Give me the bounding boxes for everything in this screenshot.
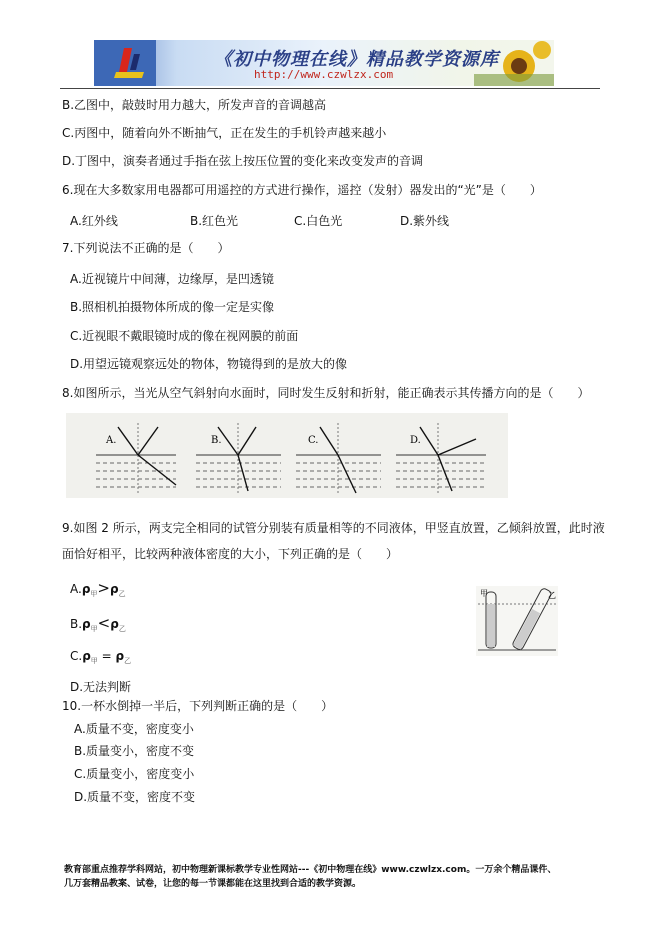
q8-panel-b: [196, 423, 281, 493]
q10-stem: 10.一杯水倒掉一半后，下列判断正确的是（ ）: [62, 699, 334, 713]
logo-yellow-stroke: [114, 72, 144, 78]
footer-line-2: 几万套精品教案、试卷，让您的每一节课都能在这里找到合适的教学资源。: [64, 879, 362, 889]
q8-panel-c: [296, 423, 381, 493]
sunflower-small: [533, 41, 551, 59]
q10-option-c: C.质量变小，密度变小: [74, 767, 195, 781]
sunflower-center: [511, 58, 527, 74]
q7-option-c: C.近视眼不戴眼镜时成的像在视网膜的前面: [70, 329, 299, 343]
q10-option-b: B.质量变小，密度不变: [74, 744, 195, 758]
q10-option-d: D.质量不变，密度不变: [74, 790, 196, 804]
q7-option-b: B.照相机拍摄物体所成的像一定是实像: [70, 300, 275, 314]
header-rule: [60, 88, 600, 89]
q8-diagram: [66, 413, 508, 498]
footer-line-1: 教育部重点推荐学科网站，初中物理新课标教学专业性网站---《初中物理在线》www.czwlzx.com。一万余个精品课件、: [64, 865, 557, 875]
q10-option-a: A.质量不变，密度变小: [74, 722, 194, 736]
header-banner: [94, 40, 554, 86]
q9-option-a: $A.\rho_甲>\rho_乙$: [70, 579, 126, 598]
q7-option-d: D.用望远镜观察远处的物体，物镜得到的是放大的像: [70, 357, 348, 371]
q8-figure: [66, 413, 508, 498]
q8-panel-a-label: A.: [106, 435, 117, 446]
banner-url[interactable]: http://www.czwlzx.com: [254, 68, 394, 81]
q6-option-a: A.红外线: [70, 214, 118, 228]
leaves: [474, 74, 554, 86]
q9-figure: [476, 586, 558, 656]
q5-option-d: D.丁图中，演奏者通过手指在弦上按压位置的变化来改变发声的音调: [62, 154, 424, 168]
q6-stem: 6.现在大多数家用电器都可用遥控的方式进行操作，遥控（发射）器发出的“光”是（ ）: [62, 183, 542, 197]
q8-panel-d: [396, 423, 486, 493]
q8-panel-b-label: B.: [211, 435, 222, 446]
tube-label-jia: 甲: [480, 589, 488, 598]
q9-stem-line2: 面恰好相平，比较两种液体密度的大小，下列正确的是（ ）: [62, 547, 399, 561]
liquid-jia: [487, 604, 495, 647]
q9-option-c: $C.\rho_甲 = \rho_乙$: [70, 649, 132, 665]
q7-option-a: A.近视镜片中间薄，边缘厚，是凹透镜: [70, 272, 274, 286]
q5-option-c: C.丙图中，随着向外不断抽气，正在发生的手机铃声越来越小: [62, 126, 387, 140]
q5-option-b: B.乙图中，敲鼓时用力越大，所发声音的音调越高: [62, 98, 327, 112]
banner-title: 《初中物理在线》精品教学资源库: [214, 49, 499, 70]
q8-stem: 8.如图所示，当光从空气斜射向水面时，同时发生反射和折射，能正确表示其传播方向的是（ ）: [62, 386, 590, 400]
tube-label-yi: 乙: [548, 591, 556, 600]
q8-panel-c-label: C.: [308, 435, 319, 446]
q9-option-b: $B.\rho_甲<\rho_乙$: [70, 614, 126, 633]
q7-stem: 7.下列说法不正确的是（ ）: [62, 241, 230, 255]
q6-option-c: C.白色光: [294, 214, 343, 228]
q6-option-d: D.紫外线: [400, 214, 450, 228]
q9-option-d: D.无法判断: [70, 680, 132, 694]
q8-panel-a: [96, 423, 176, 493]
q6-option-b: B.红色光: [190, 214, 239, 228]
q9-stem-line1: 9.如图 2 所示，两支完全相同的试管分别装有质量相等的不同液体，甲竖直放置，乙倾斜放置，此时液: [62, 521, 605, 535]
q8-panel-d-label: D.: [410, 435, 421, 446]
